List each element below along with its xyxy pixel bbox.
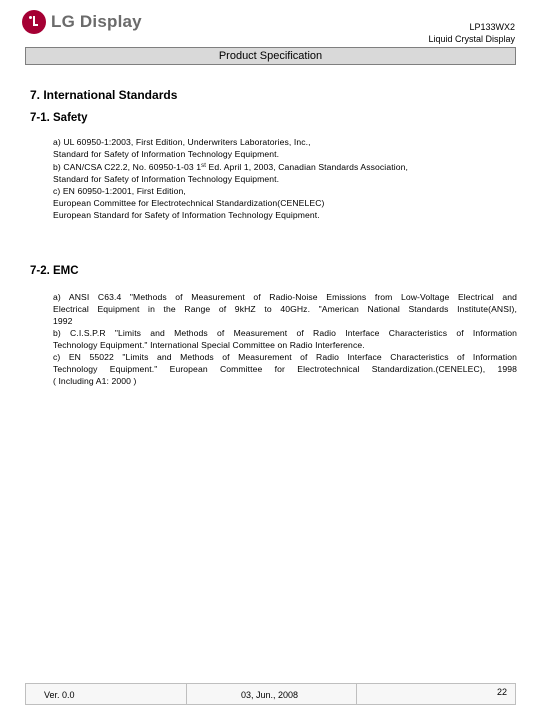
text-line: 1992: [53, 316, 73, 326]
version-label: Ver. 0.0: [44, 690, 75, 700]
text-line: a) ANSI C63.4 "Methods of Measurement of Radio-Noise Emissions from Low-Voltage Electrical and: [53, 292, 517, 302]
text-line: European Standard for Safety of Information Technology Equipment.: [53, 210, 320, 220]
superscript: st: [201, 163, 207, 169]
document-header: [428, 21, 515, 45]
safety-heading: 7-1. Safety: [30, 112, 88, 124]
text-line: a) UL 60950-1:2003, First Edition, Underwriters Laboratories, Inc.,: [53, 137, 311, 147]
page-number: 22: [496, 687, 507, 697]
spec-title-bar: Product Specification: [25, 47, 516, 65]
logo-text: LG Display: [51, 12, 142, 31]
text-line: Technology Equipment." European Committee for Electrotechnical Standardization.(CENELEC), 1998: [53, 364, 517, 374]
page-footer: [25, 683, 516, 705]
text-line: Technology Equipment." International Special Committee on Radio Interference.: [53, 340, 365, 350]
text-line: c) EN 55022 "Limits and Methods of Measurement of Radio Interface Characteristics of Information: [53, 352, 517, 362]
safety-paragraph: [53, 136, 517, 221]
emc-heading: 7-2. EMC: [30, 265, 79, 277]
emc-paragraph: [53, 291, 517, 387]
text-line: Standard for Safety of Information Technology Equipment.: [53, 149, 280, 159]
text-line: c) EN 60950-1:2001, First Edition,: [53, 186, 186, 196]
text-line: European Committee for Electrotechnical Standardization(CENELEC): [53, 198, 325, 208]
date-label: 03, Jun., 2008: [241, 690, 299, 700]
lg-face-logo-icon: [22, 10, 46, 34]
text-line: b) C.I.S.P.R "Limits and Methods of Measurement of Radio Interface Characteristics of Information: [53, 328, 517, 338]
text-fragment: b) CAN/CSA C22.2, No. 60950-1-03 1: [53, 162, 202, 172]
text-line: Electrical Equipment in the Range of 9kHZ to 40GHz. "American National Standards Institute(ANSI),: [53, 304, 517, 314]
lg-display-logo: [22, 9, 142, 35]
section-title: 7. International Standards: [30, 88, 178, 102]
product-type: Liquid Crystal Display: [428, 34, 515, 44]
text-line: ( Including A1: 2000 ): [53, 376, 137, 386]
text-line: Standard for Safety of Information Technology Equipment.: [53, 174, 280, 184]
model-number: LP133WX2: [469, 22, 515, 32]
text-line: [53, 160, 517, 173]
text-fragment: Ed. April 1, 2003, Canadian Standards Association,: [206, 162, 408, 172]
